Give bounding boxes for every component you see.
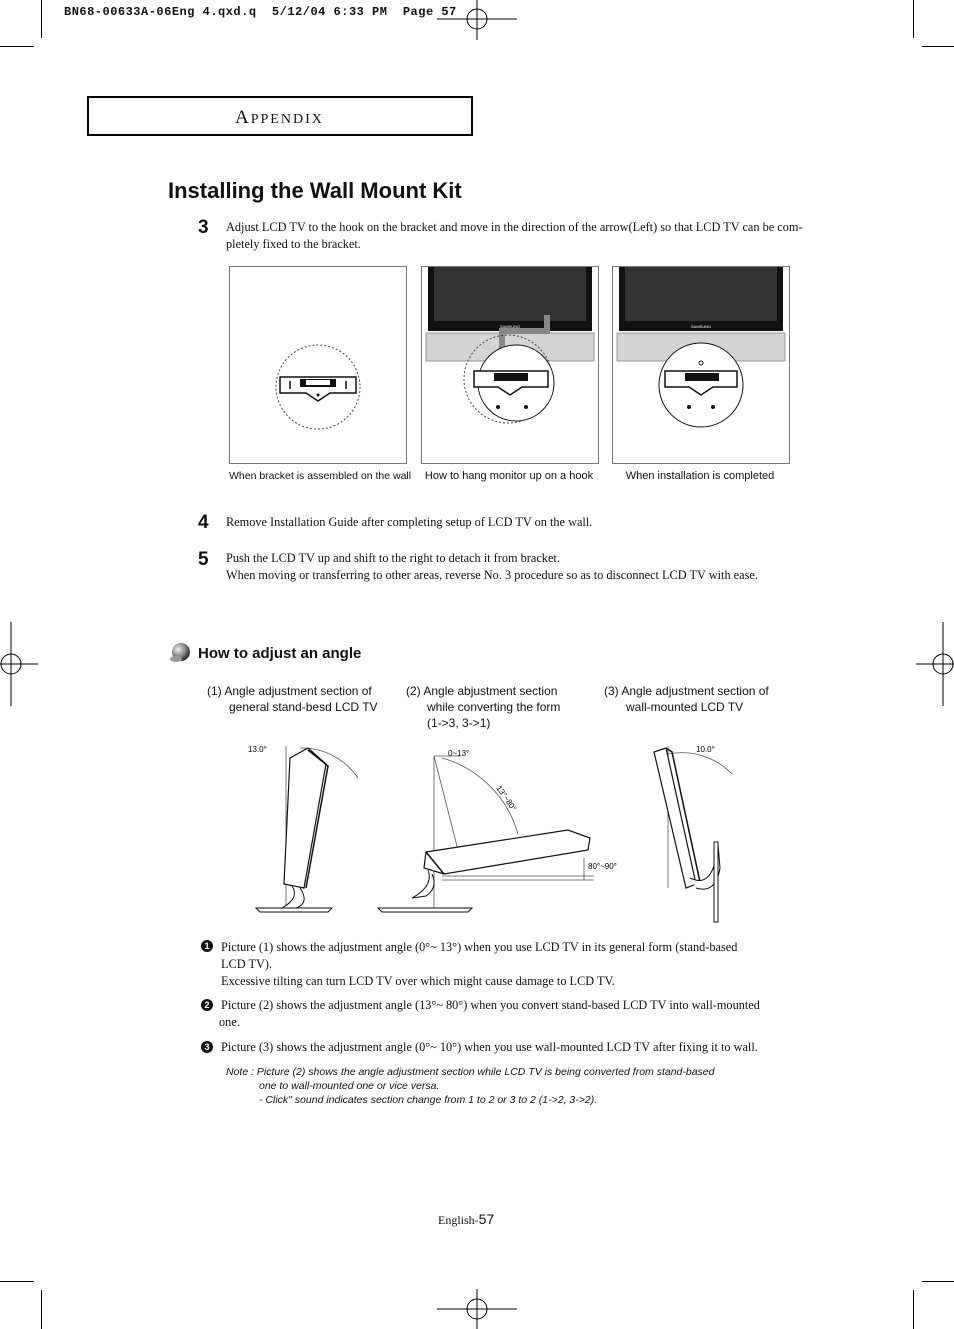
crop-mark bbox=[922, 46, 954, 47]
bullet-text: Picture (3) shows the adjustment angle (0°~ 10°) when you use wall-mounted LCD TV after fixing it to wall. bbox=[221, 1040, 758, 1054]
angle-label: 80°~90° bbox=[588, 862, 617, 871]
section-label: APPENDIX bbox=[235, 107, 324, 128]
bullet-marker: 2 bbox=[201, 999, 213, 1011]
complete-illustration bbox=[613, 267, 789, 463]
subsection-heading: How to adjust an angle bbox=[198, 645, 362, 662]
crop-mark bbox=[913, 0, 914, 38]
note-text: Note : Picture (2) shows the angle adjustment section while LCD TV is being converted from stand-based one to wall-mounted one or vice versa. - Click" sound indicates section change from 1 to 2 or 3 to 2 (1->2, 3->2). bbox=[226, 1066, 715, 1106]
angle-diagram-converting bbox=[372, 738, 622, 914]
figure-bracket-on-wall bbox=[229, 266, 407, 464]
step-text: Push the LCD TV up and shift to the right to detach it from bracket. When moving or transferring to other areas, reverse No. 3 procedure so as to disconnect LCD TV with ease. bbox=[226, 551, 758, 582]
bullet-text: Picture (2) shows the adjustment angle (13°~ 80°) when you convert stand-based LCD TV into wall-mounted one. bbox=[219, 998, 760, 1029]
angle-diagram-wall bbox=[640, 738, 750, 924]
figure-installation-complete bbox=[612, 266, 790, 464]
bullet-marker: 3 bbox=[201, 1041, 213, 1053]
sphere-icon bbox=[168, 642, 192, 664]
angle-label: 0~13° bbox=[448, 749, 470, 758]
step-text: Remove Installation Guide after completing setup of LCD TV on the wall. bbox=[226, 515, 593, 529]
step-number: 5 bbox=[198, 549, 209, 570]
footer-prefix: English- bbox=[438, 1213, 479, 1227]
angle-column-caption: (1) Angle adjustment section of general stand-besd LCD TV bbox=[207, 684, 378, 714]
bracket-illustration bbox=[230, 267, 406, 463]
section-header bbox=[87, 96, 473, 136]
angle-column-caption: (3) Angle adjustment section of wall-mounted LCD TV bbox=[604, 684, 769, 714]
figure-caption: When installation is completed bbox=[625, 470, 775, 482]
bullet-marker: 1 bbox=[201, 940, 213, 952]
page-number: 57 bbox=[478, 1211, 495, 1227]
crop-mark bbox=[41, 0, 42, 38]
registration-mark-right bbox=[914, 622, 954, 706]
page-footer bbox=[438, 1211, 494, 1229]
figure-caption: When bracket is assembled on the wall bbox=[229, 470, 412, 482]
figure-caption: How to hang monitor up on a hook bbox=[424, 470, 594, 482]
registration-mark-left bbox=[0, 622, 40, 706]
step-text: Adjust LCD TV to the hook on the bracket and move in the direction of the arrow(Left) so that LCD TV can be com- pletely fixed to the bracket. bbox=[226, 220, 803, 251]
print-slug: BN68-00633A-06Eng 4.qxd.q 5/12/04 6:33 PM Page 57 bbox=[64, 5, 457, 19]
angle-label: 13.0° bbox=[248, 745, 267, 754]
step-number: 4 bbox=[198, 512, 209, 533]
crop-mark bbox=[0, 46, 34, 47]
angle-label: 13°~80° bbox=[494, 783, 519, 813]
registration-mark-bottom bbox=[437, 1289, 517, 1329]
bullet-text: Picture (1) shows the adjustment angle (0°~ 13°) when you use LCD TV in its general form (stand-based LCD TV). Excessive tilting can turn LCD TV over which might cause damage to LCD TV. bbox=[221, 940, 738, 988]
crop-mark bbox=[922, 1281, 954, 1282]
angle-diagram-stand bbox=[240, 738, 360, 914]
angle-column-caption: (2) Angle abjustment section while converting the form (1->3, 3->1) bbox=[406, 684, 561, 730]
page-title: Installing the Wall Mount Kit bbox=[168, 178, 462, 203]
step-number: 3 bbox=[198, 217, 209, 238]
brand-label: SAMSUNG bbox=[499, 324, 521, 329]
angle-label: 10.0° bbox=[696, 745, 715, 754]
hang-illustration bbox=[422, 267, 598, 463]
crop-mark bbox=[913, 1290, 914, 1329]
crop-mark bbox=[0, 1281, 34, 1282]
crop-mark bbox=[41, 1290, 42, 1329]
brand-label: SAMSUNG bbox=[690, 324, 712, 329]
figure-hang-monitor bbox=[421, 266, 599, 464]
